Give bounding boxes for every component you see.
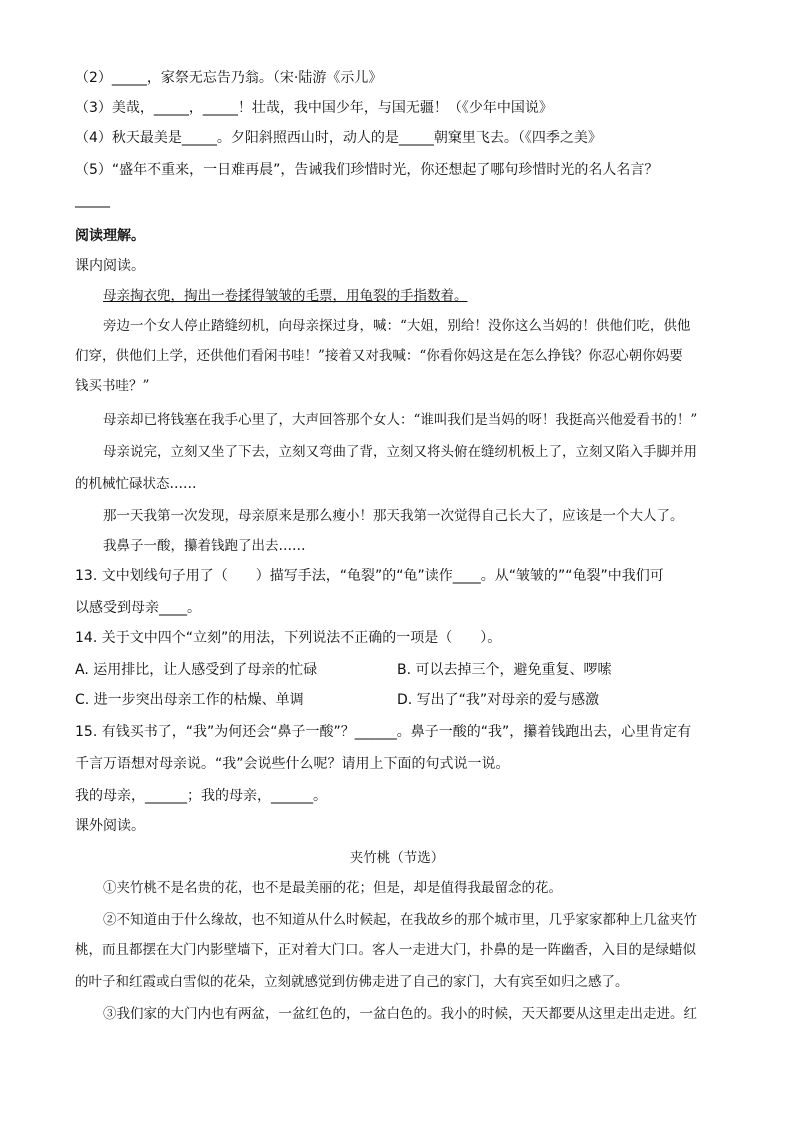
fill-blank-q3: （3）美哉，_____，_____！壮哉，我中国少年，与国无疆！（《少年中国说》 [75, 100, 553, 116]
article-line: ②不知道由于什么缘故，也不知道从什么时候起，在我故乡的那个城市里，几乎家家都种上几盆夹竹 [103, 912, 697, 928]
article-line: 的叶子和红霞或白雪似的花朵，立刻就感觉到仿佛走进了自己的家门，大有宾至如归之感了。 [75, 974, 629, 990]
fill-blank-q4: （4）秋天最美是_____。夕阳斜照西山时，动人的是_____朝窠里飞去。（《四季之美》 [75, 130, 602, 146]
passage-line: 那一天我第一次发现，母亲原来是那么瘦小！那天我第一次觉得自己长大了，应该是一个大人了。 [103, 508, 684, 524]
article-line: ①夹竹桃不是名贵的花，也不是最美丽的花；但是，却是值得我最留念的花。 [103, 880, 562, 896]
question-13-cont: 以感受到母亲____。 [75, 600, 201, 616]
option-c: C. 进一步突出母亲工作的枯燥、单调 [75, 692, 304, 708]
passage-line: 们穿，供他们上学，还供他们看闲书哇！”接着又对我喊：“你看你妈这是在怎么挣钱？你忍心朝你妈要 [75, 348, 683, 364]
outside-reading-label: 课外阅读。 [75, 818, 145, 834]
fill-blank-q5: （5）“盛年不重来，一日难再晨”，告诫我们珍惜时光，你还想起了哪句珍惜时光的名人名言？ [75, 162, 659, 178]
article-title [0, 848, 794, 868]
option-d: D. 写出了“我”对母亲的爱与感激 [397, 692, 600, 708]
option-b: B. 可以去掉三个，避免重复、啰嗦 [397, 662, 612, 678]
article-line: ③我们家的大门内也有两盆，一盆红色的，一盆白色的。我小的时候，天天都要从这里走出走进。红 [103, 1006, 697, 1022]
passage-line: 的机械忙碌状态…… [75, 476, 197, 492]
passage-line: 旁边一个女人停止踏缝纫机，向母亲探过身，喊：“大姐，别给！没你这么当妈的！供他们吃，供他 [103, 318, 691, 334]
section-title: 阅读理解。 [75, 228, 145, 244]
question-15: 15. 有钱买书了，“我”为何还会“鼻子一酸”？______。鼻子一酸的“我”，攥着钱跑出去，心里肯定有 [75, 724, 692, 740]
question-15-template: 我的母亲，______；我的母亲，______。 [75, 788, 327, 804]
option-a: A. 运用排比，让人感受到了母亲的忙碌 [75, 662, 318, 678]
fill-blank-q2: （2）_____，家祭无忘告乃翁。（宋·陆游《示儿》 [75, 70, 383, 86]
question-14: 14. 关于文中四个“立刻”的用法，下列说法不正确的一项是（ ）。 [75, 630, 502, 646]
question-13: 13. 文中划线句子用了（ ）描写手法，“龟裂”的“龟”读作____。从“皱皱的”“龟裂”中我们可 [75, 568, 664, 584]
passage-line: 我鼻子一酸，攥着钱跑了出去…… [103, 538, 306, 554]
passage-underlined-sentence: 母亲掏衣兜，掏出一卷揉得皱皱的毛票，用龟裂的手指数着。 [103, 288, 468, 304]
in-class-label: 课内阅读。 [75, 258, 145, 274]
passage-line: 母亲却已将钱塞在我手心里了，大声回答那个女人：“谁叫我们是当妈的呀！我挺高兴他爱看书的！” [103, 412, 698, 428]
passage-line: 母亲说完，立刻又坐了下去，立刻又弯曲了背，立刻又将头俯在缝纫机板上了，立刻又陷入手脚并用 [103, 444, 697, 460]
article-title-text: 夹竹桃（节选） [349, 850, 445, 866]
question-15-cont: 千言万语想对母亲说。“我”会说些什么呢？请用上下面的句式说一说。 [75, 756, 510, 772]
passage-line: 钱买书哇？” [75, 378, 150, 394]
article-line: 桃，而且都摆在大门内影壁墙下，正对着大门口。客人一走进大门，扑鼻的是一阵幽香，入目的是绿蜡似 [75, 942, 696, 958]
fill-blank-q5-answer: _____ [75, 192, 110, 208]
